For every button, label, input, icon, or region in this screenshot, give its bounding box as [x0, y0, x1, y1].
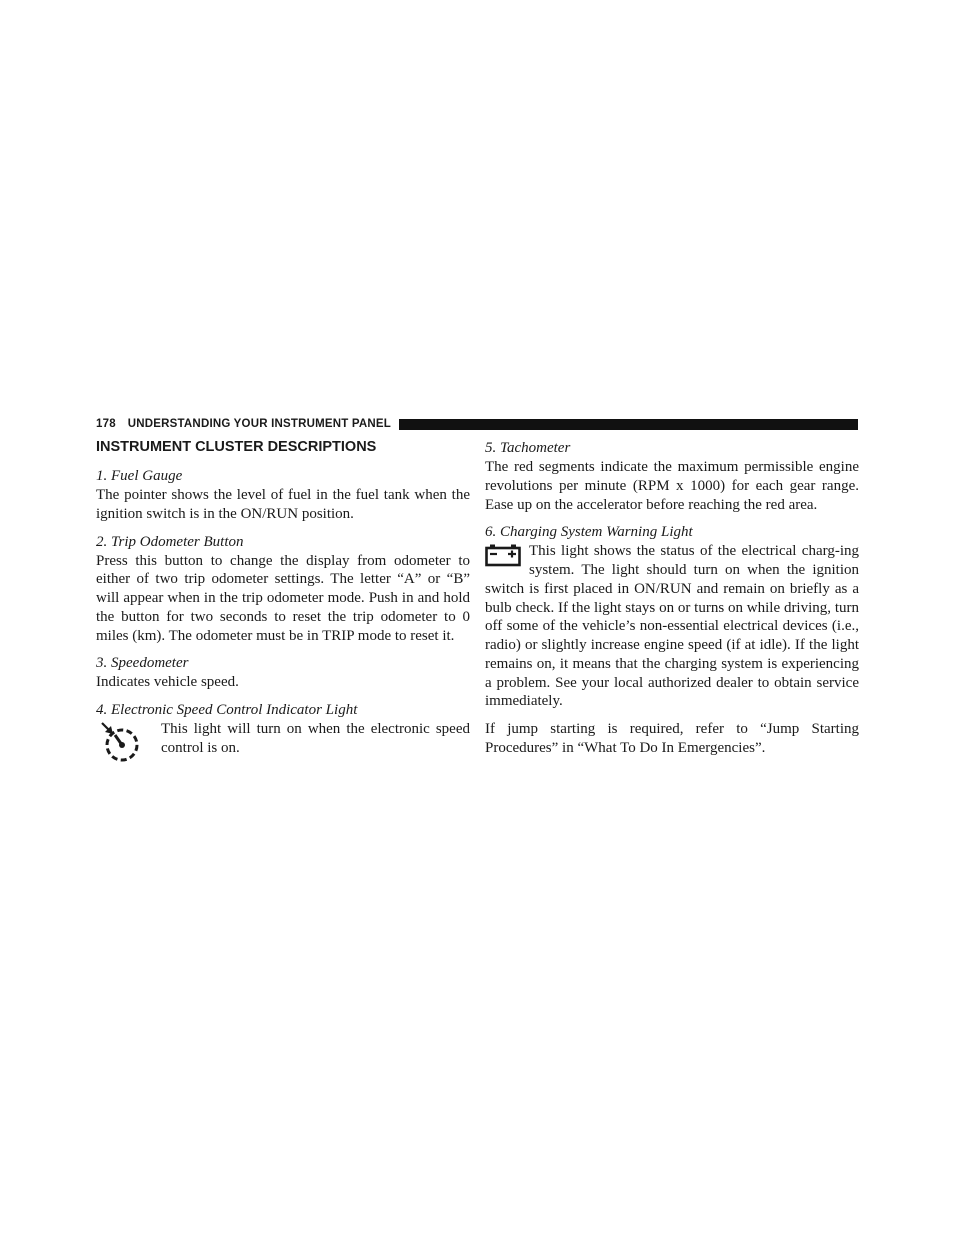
item-speed-control: [96, 701, 470, 767]
item-text: This light will turn on when the electronic speed control is on.: [161, 721, 470, 756]
item-speedometer: [96, 654, 470, 692]
page-number: 178: [96, 418, 116, 430]
section-title: UNDERSTANDING YOUR INSTRUMENT PANEL: [127, 418, 391, 430]
item-title: 3. Speedometer: [96, 655, 189, 672]
footer-text: If jump starting is required, refer to “Jump Starting Procedures” in “What To Do In Emergencies”.: [485, 721, 859, 756]
item-title: 1. Fuel Gauge: [96, 468, 183, 484]
item-title: 5. Tachometer: [485, 440, 571, 456]
item-title: 6. Charging System Warning Light: [485, 524, 693, 541]
item-charging-system: [485, 523, 859, 711]
item-text: The red segments indicate the maximum permissible engine revolutions per minute (RPM x 1000) for each gear range. Ease up on the accelerator before reaching the red area.: [485, 459, 859, 513]
page-heading: INSTRUMENT CLUSTER DESCRIPTIONS: [96, 439, 377, 455]
item-title: 2. Trip Odometer Button: [96, 533, 244, 550]
icon-row: [96, 720, 470, 767]
item-tachometer: [485, 439, 859, 514]
header-rule: [399, 419, 858, 430]
item-fuel-gauge: [96, 467, 470, 524]
speed-control-icon: [96, 720, 161, 766]
battery-icon: [485, 543, 521, 567]
item-title: 4. Electronic Speed Control Indicator Light: [96, 702, 358, 718]
page-header: [96, 417, 858, 431]
left-column: [96, 437, 470, 767]
item-text: Press this button to change the display from odometer to either of two trip odometer settings. The letter “A” or “B” will appear when in the trip odometer mode. Push in and hold the button for two seconds to reset the trip odometer to 0 miles (km). The odometer must be in TRIP mode to reset it.: [96, 552, 470, 644]
item-text: Indicates vehicle speed.: [96, 674, 239, 691]
item-trip-odometer: [96, 533, 470, 646]
item-text: This light shows the status of the electrical charg-ing system. The light should turn on when the ignition switch is first placed in ON/RUN and remain on briefly as a bulb check. If the light stays on or turns on while driving, turn off some of the vehicle’s non-essential electrical devices (i.e., radio) or slightly increase engine speed (if at idle). If the light remains on, it means that the charging system is experiencing a problem. See your local authorized dealer to obtain service immediately.: [485, 543, 859, 710]
right-column: [485, 437, 859, 767]
item-text: The pointer shows the level of fuel in the fuel tank when the ignition switch is in the ON/RUN position.: [96, 487, 470, 522]
